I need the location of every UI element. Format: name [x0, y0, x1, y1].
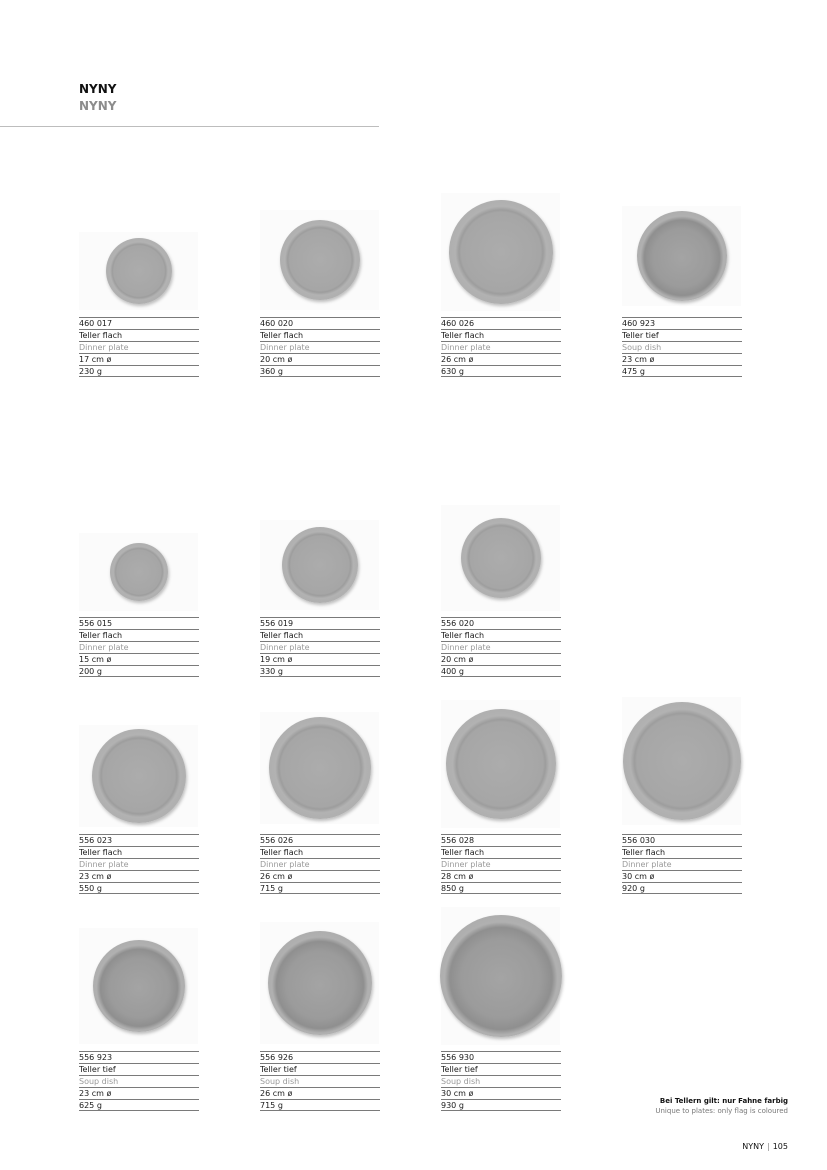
spec-size: 20 cm ø [260, 353, 380, 365]
spec-weight: 630 g [441, 365, 561, 377]
product-specs [79, 1051, 199, 1111]
spec-size: 15 cm ø [79, 653, 199, 665]
spec-code: 556 923 [79, 1051, 199, 1063]
spec-weight: 230 g [79, 365, 199, 377]
soup-dish-image [440, 915, 562, 1037]
product-photo [441, 505, 560, 611]
flat-plate-image [449, 200, 553, 304]
flat-plate-image [623, 702, 741, 820]
spec-name-en: Dinner plate [441, 341, 561, 353]
spec-code: 556 030 [622, 834, 742, 846]
spec-code: 556 026 [260, 834, 380, 846]
spec-size: 26 cm ø [260, 1087, 380, 1099]
spec-name-en: Dinner plate [441, 858, 561, 870]
spec-name-de: Teller flach [79, 329, 199, 341]
spec-weight: 200 g [79, 665, 199, 677]
spec-weight: 400 g [441, 665, 561, 677]
header-divider [0, 126, 379, 127]
product-photo [79, 725, 198, 827]
soup-dish-image [637, 211, 727, 301]
spec-code: 556 019 [260, 617, 380, 629]
flat-plate-image [92, 729, 186, 823]
coloring-note [655, 1096, 788, 1116]
note-english: Unique to plates: only flag is coloured [655, 1107, 788, 1115]
spec-name-en: Dinner plate [260, 641, 380, 653]
spec-name-en: Soup dish [441, 1075, 561, 1087]
spec-name-en: Soup dish [79, 1075, 199, 1087]
spec-name-de: Teller tief [441, 1063, 561, 1075]
product-photo [260, 712, 379, 824]
product-photo [79, 232, 198, 310]
product-photo [441, 700, 560, 828]
spec-code: 556 015 [79, 617, 199, 629]
spec-size: 23 cm ø [79, 870, 199, 882]
title-german: NYNY [79, 82, 117, 96]
product-photo [622, 697, 741, 825]
product-specs [441, 834, 561, 894]
spec-size: 23 cm ø [79, 1087, 199, 1099]
product-specs [441, 1051, 561, 1111]
spec-code: 556 020 [441, 617, 561, 629]
spec-name-en: Soup dish [622, 341, 742, 353]
spec-name-en: Dinner plate [79, 858, 199, 870]
product-photo [622, 206, 741, 306]
spec-weight: 625 g [79, 1099, 199, 1111]
spec-size: 30 cm ø [622, 870, 742, 882]
spec-name-en: Dinner plate [260, 858, 380, 870]
footer-title: NYNY [742, 1142, 765, 1151]
spec-weight: 330 g [260, 665, 380, 677]
flat-plate-image [106, 238, 172, 304]
flat-plate-image [269, 717, 371, 819]
spec-size: 17 cm ø [79, 353, 199, 365]
spec-name-de: Teller tief [622, 329, 742, 341]
product-specs [79, 617, 199, 677]
footer-separator: | [767, 1142, 770, 1151]
product-specs [441, 617, 561, 677]
soup-dish-image [268, 931, 372, 1035]
product-specs [79, 834, 199, 894]
spec-name-en: Dinner plate [260, 341, 380, 353]
spec-size: 26 cm ø [441, 353, 561, 365]
spec-code: 460 020 [260, 317, 380, 329]
spec-code: 556 930 [441, 1051, 561, 1063]
spec-weight: 930 g [441, 1099, 561, 1111]
product-specs [260, 317, 380, 377]
product-photo [260, 210, 379, 310]
product-photo [79, 533, 198, 611]
spec-weight: 920 g [622, 882, 742, 894]
spec-code: 556 023 [79, 834, 199, 846]
page-footer [742, 1142, 788, 1151]
spec-name-de: Teller flach [260, 329, 380, 341]
product-specs [260, 617, 380, 677]
spec-size: 28 cm ø [441, 870, 561, 882]
spec-weight: 475 g [622, 365, 742, 377]
spec-name-de: Teller flach [260, 629, 380, 641]
product-photo [441, 907, 560, 1045]
spec-name-de: Teller flach [622, 846, 742, 858]
spec-name-de: Teller flach [441, 846, 561, 858]
note-german: Bei Tellern gilt: nur Fahne farbig [659, 1097, 788, 1105]
spec-code: 556 028 [441, 834, 561, 846]
spec-weight: 715 g [260, 1099, 380, 1111]
spec-size: 30 cm ø [441, 1087, 561, 1099]
flat-plate-image [282, 527, 358, 603]
page-header [79, 82, 116, 113]
product-photo [260, 520, 379, 610]
flat-plate-image [110, 543, 168, 601]
spec-size: 19 cm ø [260, 653, 380, 665]
product-specs [79, 317, 199, 377]
page-number: 105 [772, 1142, 788, 1151]
product-specs [622, 834, 742, 894]
spec-name-de: Teller flach [441, 629, 561, 641]
product-specs [441, 317, 561, 377]
spec-code: 460 026 [441, 317, 561, 329]
spec-size: 26 cm ø [260, 870, 380, 882]
spec-name-en: Dinner plate [79, 341, 199, 353]
spec-weight: 550 g [79, 882, 199, 894]
spec-weight: 360 g [260, 365, 380, 377]
spec-name-en: Dinner plate [441, 641, 561, 653]
product-specs [260, 1051, 380, 1111]
spec-name-de: Teller tief [79, 1063, 199, 1075]
spec-name-de: Teller tief [260, 1063, 380, 1075]
flat-plate-image [446, 709, 556, 819]
spec-code: 460 923 [622, 317, 742, 329]
spec-name-de: Teller flach [79, 846, 199, 858]
soup-dish-image [93, 940, 185, 1032]
product-specs [622, 317, 742, 377]
product-photo [79, 928, 198, 1044]
spec-weight: 715 g [260, 882, 380, 894]
spec-size: 20 cm ø [441, 653, 561, 665]
spec-name-de: Teller flach [260, 846, 380, 858]
spec-weight: 850 g [441, 882, 561, 894]
product-photo [441, 193, 560, 311]
spec-name-en: Soup dish [260, 1075, 380, 1087]
spec-name-en: Dinner plate [79, 641, 199, 653]
flat-plate-image [280, 220, 360, 300]
title-english: NYNY [79, 99, 117, 113]
spec-code: 460 017 [79, 317, 199, 329]
spec-size: 23 cm ø [622, 353, 742, 365]
product-specs [260, 834, 380, 894]
spec-name-en: Dinner plate [622, 858, 742, 870]
flat-plate-image [461, 518, 541, 598]
product-photo [260, 922, 379, 1044]
spec-name-de: Teller flach [441, 329, 561, 341]
spec-code: 556 926 [260, 1051, 380, 1063]
spec-name-de: Teller flach [79, 629, 199, 641]
